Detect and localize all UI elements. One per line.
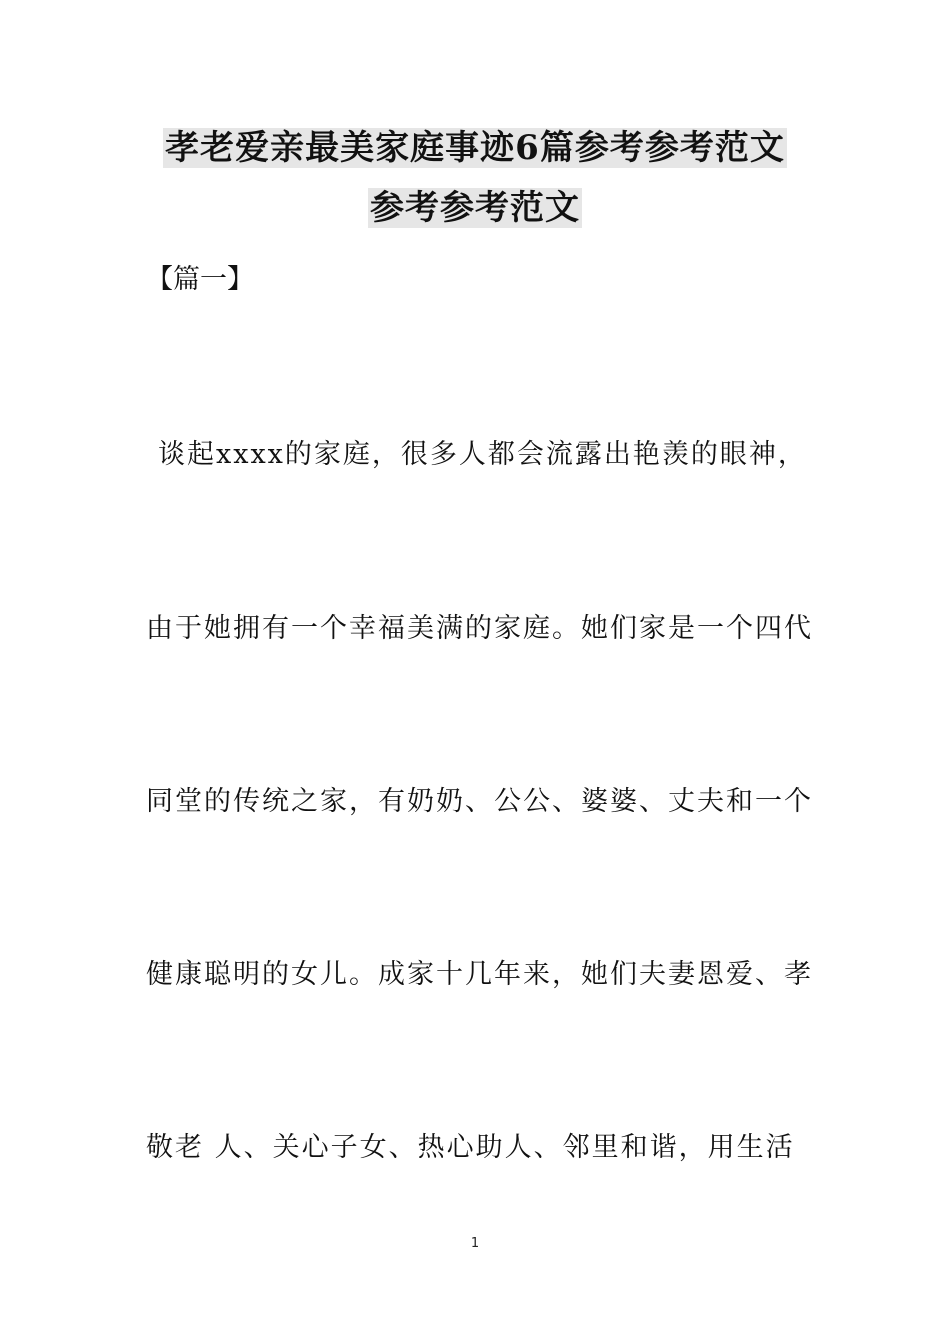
body-line: 谈起xxxx的家庭，很多人都会流露出艳羡的眼神， [158, 439, 807, 470]
body-line: 由于她拥有一个幸福美满的家庭。她们家是一个四代 [146, 613, 813, 644]
body-line: 同堂的传统之家，有奶奶、公公、婆婆、丈夫和一个 [146, 786, 813, 817]
document-title-line-2 [0, 186, 950, 230]
section-label: 【篇一】 [146, 264, 254, 295]
title-text-1: 孝老爱亲最美家庭事迹6篇参考参考范文 [165, 128, 785, 168]
title-text-2: 参考参考范文 [370, 188, 580, 228]
page-number: 1 [470, 1236, 480, 1251]
body-line: 健康聪明的女儿。成家十几年来，她们夫妻恩爱、孝 [146, 959, 813, 990]
body-line: 敬老 人、关心子女、热心助人、邻里和谐，用生活 [146, 1132, 795, 1163]
document-title-line-1 [0, 126, 950, 170]
